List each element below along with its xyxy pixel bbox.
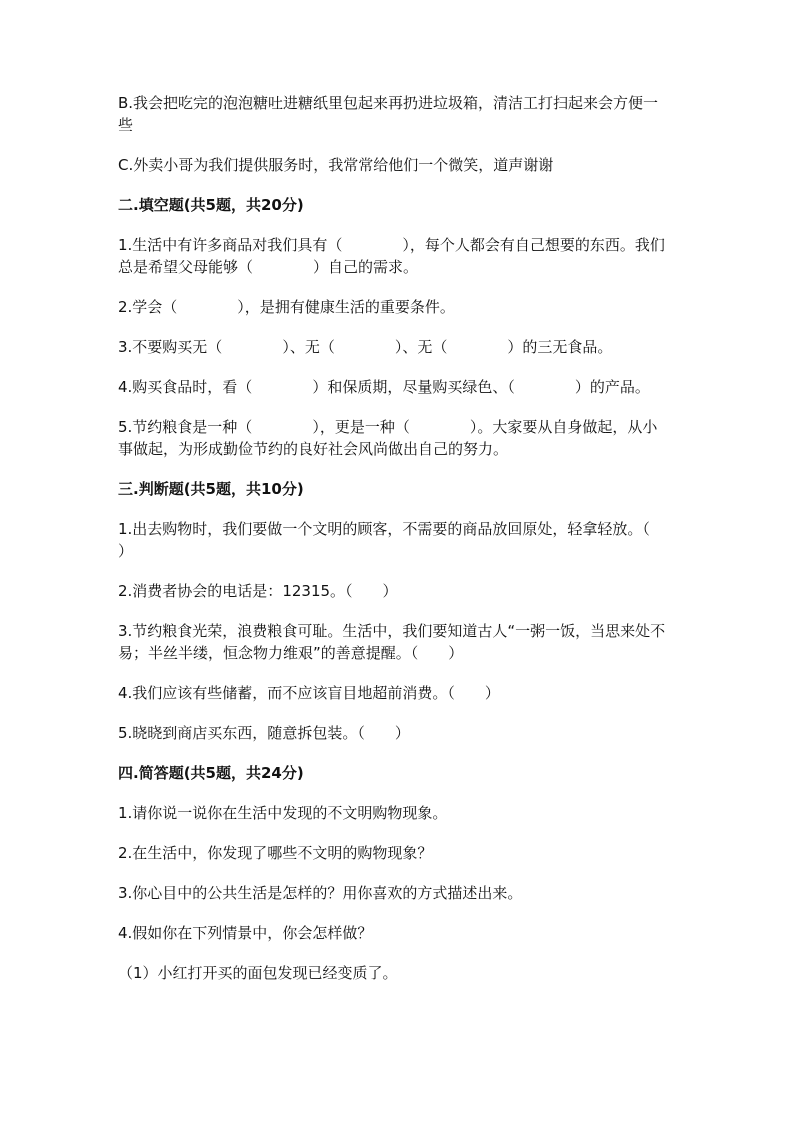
true-false-question-5: 5.晓晓到商店买东西，随意拆包装。（ ） bbox=[118, 724, 410, 742]
fill-blank-question-1: 1.生活中有许多商品对我们具有（ ），每个人都会有自己想要的东西。我们总是希望父母能够（ ）自己的需求。 bbox=[118, 236, 665, 276]
short-answer-question-2: 2.在生活中，你发现了哪些不文明的购物现象？ bbox=[118, 844, 433, 862]
true-false-question-4: 4.我们应该有些储蓄，而不应该盲目地超前消费。（ ） bbox=[118, 684, 500, 702]
choice-option-b: B.我会把吃完的泡泡糖吐进糖纸里包起来再扔进垃圾箱，清洁工打扫起来会方便一些 bbox=[118, 94, 659, 134]
section-heading-fill-blank: 二.填空题(共5题，共20分) bbox=[118, 196, 304, 214]
true-false-question-1: 1.出去购物时，我们要做一个文明的顾客，不需要的商品放回原处，轻拿轻放。（ ） bbox=[118, 520, 680, 560]
short-answer-question-1: 1.请你说一说你在生活中发现的不文明购物现象。 bbox=[118, 804, 448, 822]
true-false-question-3: 3.节约粮食光荣，浪费粮食可耻。生活中，我们要知道古人“一粥一饭，当思来处不易；半丝半缕，恒念物力维艰”的善意提醒。（ ） bbox=[118, 622, 666, 662]
short-answer-question-3: 3.你心目中的公共生活是怎样的？用你喜欢的方式描述出来。 bbox=[118, 884, 523, 902]
fill-blank-question-4: 4.购买食品时，看（ ）和保质期，尽量购买绿色、（ ）的产品。 bbox=[118, 378, 650, 396]
fill-blank-question-5: 5.节约粮食是一种（ ），更是一种（ ）。大家要从自身做起，从小事做起，为形成勤俭节约的良好社会风尚做出自己的努力。 bbox=[118, 418, 658, 458]
fill-blank-question-3: 3.不要购买无（ ）、无（ ）、无（ ）的三无食品。 bbox=[118, 338, 613, 356]
fill-blank-question-2: 2.学会（ ），是拥有健康生活的重要条件。 bbox=[118, 298, 455, 316]
section-heading-true-false: 三.判断题(共5题，共10分) bbox=[118, 480, 304, 498]
true-false-question-2: 2.消费者协会的电话是：12315。（ ） bbox=[118, 582, 398, 600]
document-page bbox=[118, 92, 680, 984]
choice-option-c: C.外卖小哥为我们提供服务时，我常常给他们一个微笑，道声谢谢 bbox=[118, 156, 554, 174]
short-answer-question-4-sub-1: （1）小红打开买的面包发现已经变质了。 bbox=[118, 964, 398, 982]
section-heading-short-answer: 四.简答题(共5题，共24分) bbox=[118, 764, 304, 782]
short-answer-question-4: 4.假如你在下列情景中，你会怎样做？ bbox=[118, 924, 373, 942]
